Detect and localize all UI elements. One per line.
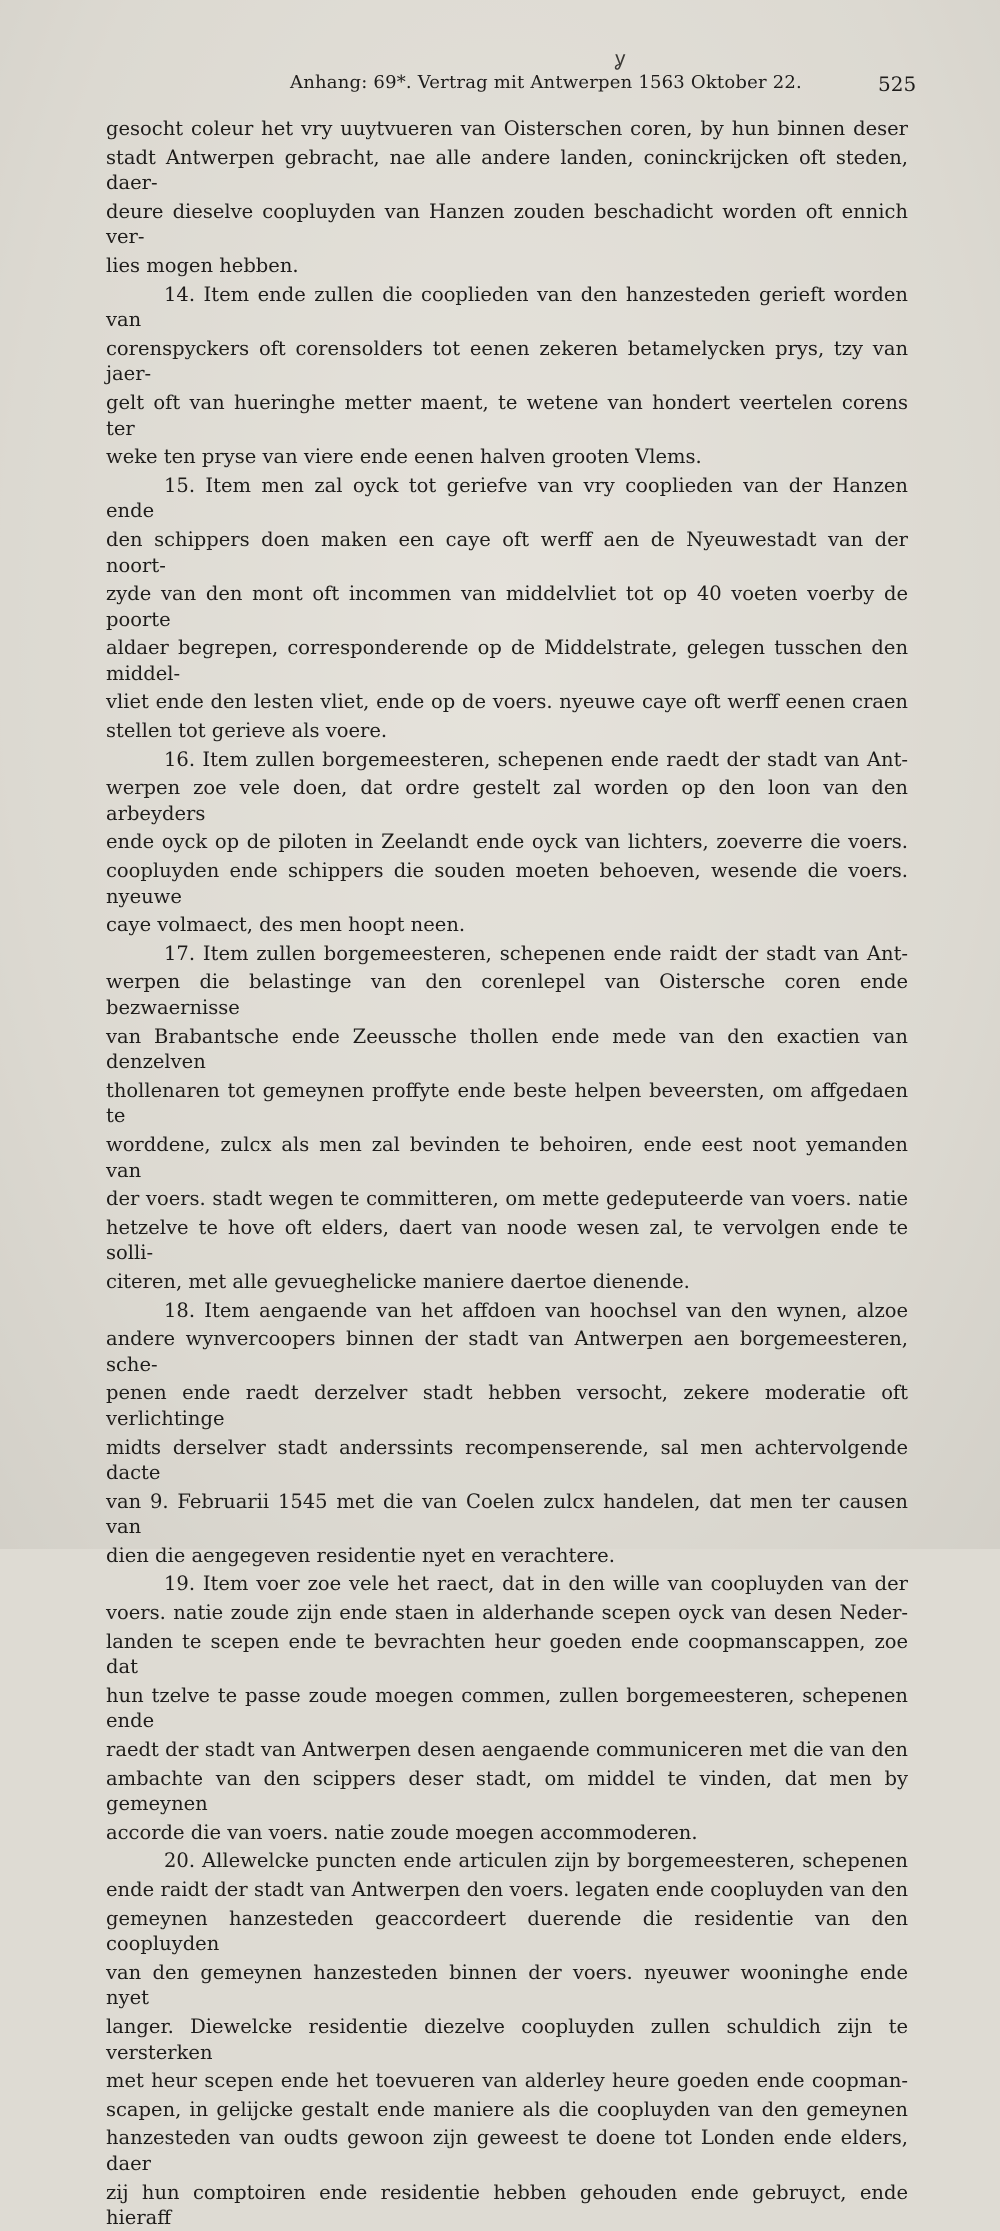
text-line: thollenaren tot gemeynen proffyte ende beste helpen beveersten, om affgedaen te bbox=[106, 1078, 908, 1128]
text-line: midts derselver stadt anderssints recompenserende, sal men achtervolgende dacte bbox=[106, 1435, 908, 1485]
text-line: scapen, in gelijcke gestalt ende maniere als die coopluyden van den gemeynen bbox=[106, 2097, 908, 2121]
text-line: der voers. stadt wegen te committeren, om mette gedeputeerde van voers. natie bbox=[106, 1187, 908, 1211]
paragraph bbox=[106, 1571, 908, 1845]
paragraph bbox=[106, 282, 908, 470]
text-line: werpen die belastinge van den corenlepel van Oistersche coren ende bezwaernisse bbox=[106, 970, 908, 1019]
text-line: ambachte van den scippers deser stadt, om middel te vinden, dat men by gemeynen bbox=[106, 1766, 908, 1816]
text-line: deure dieselve coopluyden van Hanzen zouden beschadicht worden oft ennich ver- bbox=[106, 199, 908, 249]
paragraph bbox=[106, 941, 908, 1295]
text-line: aldaer begrepen, corresponderende op de Middelstrate, gelegen tusschen den middel- bbox=[106, 636, 908, 685]
text-line: 16. Item zullen borgemeesteren, schepenen ende raedt der stadt van Ant- bbox=[164, 747, 908, 771]
text-line: gelt oft van hueringhe metter maent, te wetene van hondert veertelen corens ter bbox=[106, 390, 908, 440]
text-line: gesocht coleur het vry uuytvueren van Oisterschen coren, by hun binnen deser bbox=[106, 117, 908, 140]
text-line: andere wynvercoopers binnen der stadt van Antwerpen aen borgemeesteren, sche- bbox=[106, 1327, 908, 1376]
text-line: caye volmaect, des men hoopt neen. bbox=[106, 913, 466, 937]
page-number: 525 bbox=[878, 72, 917, 96]
text-line: hun tzelve te passe zoude moegen commen, zullen borgemeesteren, schepenen ende bbox=[106, 1683, 908, 1733]
text-line: lies mogen hebben. bbox=[106, 253, 299, 277]
paragraph bbox=[106, 116, 908, 279]
text-line: zyde van den mont oft incommen van middelvliet tot op 40 voeten voerby de poorte bbox=[106, 582, 908, 631]
text-line: voers. natie zoude zijn ende staen in alderhande scepen oyck van desen Neder- bbox=[106, 1601, 908, 1625]
printer-mark: ỿ bbox=[615, 46, 626, 70]
text-line: van 9. Februarii 1545 met die van Coelen zulcx handelen, dat men ter causen van bbox=[106, 1489, 908, 1539]
paragraph bbox=[106, 1298, 908, 1569]
text-line: penen ende raedt derzelver stadt hebben versocht, zekere moderatie oft verlichtinge bbox=[106, 1381, 908, 1430]
text-line: met heur scepen ende het toevueren van alderley heure goeden ende coopman- bbox=[106, 2069, 908, 2093]
paragraph bbox=[106, 747, 908, 938]
text-line: 15. Item men zal oyck tot geriefve van vry cooplieden van der Hanzen ende bbox=[106, 473, 908, 523]
text-line: gemeynen hanzesteden geaccordeert duerende die residentie van den coopluyden bbox=[106, 1906, 908, 1956]
text-line: zij hun comptoiren ende residentie hebben gehouden ende gebruyct, ende hieraff bbox=[106, 2180, 908, 2230]
text-line: 14. Item ende zullen die cooplieden van den hanzesteden gerieft worden van bbox=[106, 282, 908, 332]
text-line: 18. Item aengaende van het affdoen van hoochsel van den wynen, alzoe bbox=[164, 1298, 908, 1322]
text-line: langer. Diewelcke residentie diezelve coopluyden zullen schuldich zijn te versterken bbox=[106, 2014, 908, 2064]
text-line: stadt Antwerpen gebracht, nae alle andere landen, coninckrijcken oft steden, daer- bbox=[106, 145, 908, 195]
text-line: 19. Item voer zoe vele het raect, dat in den wille van coopluyden van der bbox=[164, 1572, 908, 1596]
paragraph bbox=[106, 1848, 908, 2230]
text-line: van den gemeynen hanzesteden binnen der voers. nyeuwer wooninghe ende nyet bbox=[106, 1960, 908, 2010]
text-line: den schippers doen maken een caye oft werff aen de Nyeuwestadt van der noort- bbox=[106, 527, 908, 577]
paragraph bbox=[106, 473, 908, 744]
text-line: coopluyden ende schippers die souden moeten behoeven, wesende die voers. nyeuwe bbox=[106, 859, 908, 908]
text-line: stellen tot gerieve als voere. bbox=[106, 719, 388, 743]
text-line: citeren, met alle gevueghelicke maniere daertoe dienende. bbox=[106, 1269, 690, 1293]
text-line: dien die aengegeven residentie nyet en verachtere. bbox=[106, 1543, 615, 1567]
body-text bbox=[106, 116, 908, 2231]
text-line: vliet ende den lesten vliet, ende op de voers. nyeuwe caye oft werff eenen craen bbox=[106, 690, 908, 714]
text-line: hanzesteden van oudts gewoon zijn geweest te doene tot Londen ende elders, daer bbox=[106, 2126, 908, 2175]
text-line: van Brabantsche ende Zeeussche thollen ende mede van den exactien van denzelven bbox=[106, 1024, 908, 1074]
text-line: worddene, zulcx als men zal bevinden te behoiren, ende eest noot yemanden van bbox=[106, 1132, 908, 1182]
text-line: ende raidt der stadt van Antwerpen den voers. legaten ende coopluyden van den bbox=[106, 1878, 908, 1901]
text-line: accorde die van voers. natie zoude moegen accommoderen. bbox=[106, 1820, 698, 1844]
running-head: Anhang: 69*. Vertrag mit Antwerpen 1563 Oktober 22. bbox=[290, 72, 802, 93]
text-line: 17. Item zullen borgemeesteren, schepenen ende raidt der stadt van Ant- bbox=[164, 941, 908, 965]
text-line: corenspyckers oft corensolders tot eenen zekeren betamelycken prys, tzy van jaer- bbox=[106, 336, 908, 386]
text-line: weke ten pryse van viere ende eenen halven grooten Vlems. bbox=[106, 445, 702, 469]
text-line: ende oyck op de piloten in Zeelandt ende oyck van lichters, zoeverre die voers. bbox=[106, 830, 908, 854]
text-line: 20. Allewelcke puncten ende articulen zijn by borgemeesteren, schepenen bbox=[164, 1849, 908, 1873]
text-line: landen te scepen ende te bevrachten heur goeden ende coopmanscappen, zoe dat bbox=[106, 1629, 908, 1679]
text-line: raedt der stadt van Antwerpen desen aengaende communiceren met die van den bbox=[106, 1738, 908, 1762]
text-line: werpen zoe vele doen, dat ordre gestelt zal worden op den loon van den arbeyders bbox=[106, 776, 908, 825]
text-line: hetzelve te hove oft elders, daert van noode wesen zal, te vervolgen ende te solli- bbox=[106, 1215, 908, 1265]
